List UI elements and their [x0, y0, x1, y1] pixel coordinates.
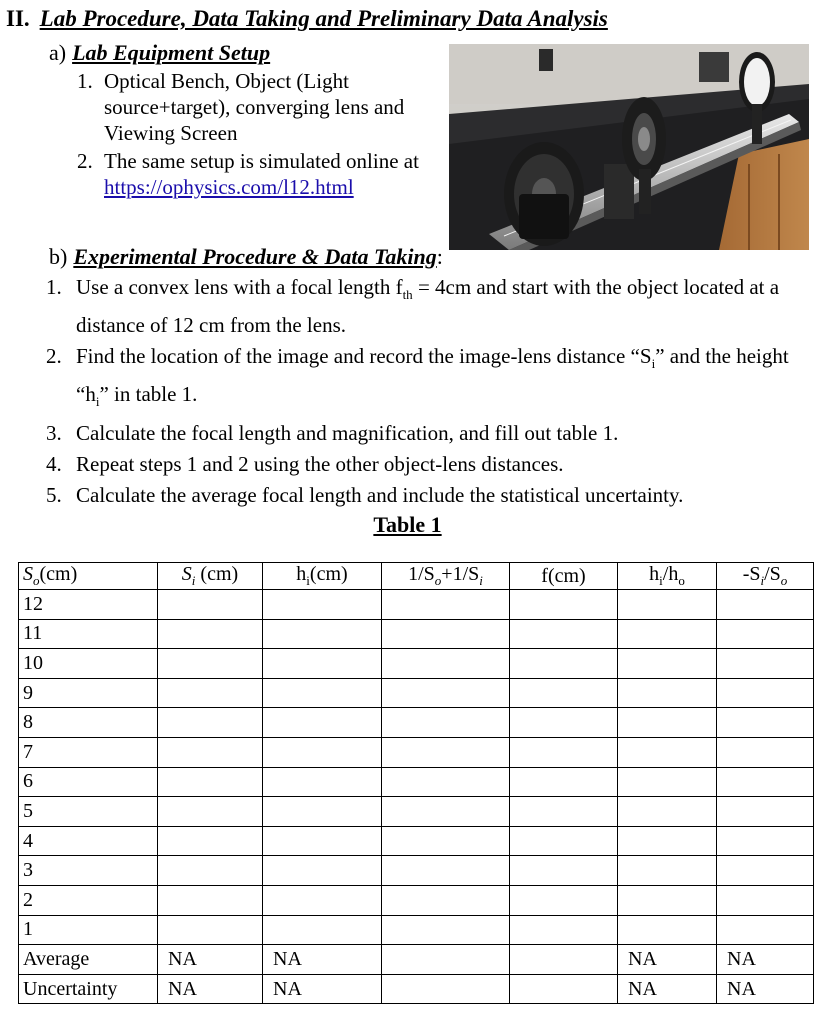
part-b-heading: b) Experimental Procedure & Data Taking: [49, 244, 443, 269]
table-cell [382, 737, 510, 767]
table-cell [717, 885, 814, 915]
table-cell [510, 590, 618, 620]
table-row [19, 767, 814, 797]
table-cell [158, 708, 263, 738]
table-cell [717, 619, 814, 649]
table-cell [382, 885, 510, 915]
table-cell: Uncertainty [19, 974, 158, 1004]
table-header-row [19, 563, 814, 590]
table-cell: 5 [19, 797, 158, 827]
table-cell [158, 856, 263, 886]
table-cell [618, 885, 717, 915]
table-row [19, 678, 814, 708]
procedure-steps [46, 272, 806, 511]
table-cell [717, 915, 814, 945]
table-cell [263, 678, 382, 708]
table-cell: 9 [19, 678, 158, 708]
table-cell [510, 885, 618, 915]
table-row [19, 915, 814, 945]
table-cell [618, 737, 717, 767]
table-cell: NA [618, 945, 717, 975]
table-cell [158, 590, 263, 620]
optical-bench-photo [449, 44, 809, 250]
table-cell [618, 619, 717, 649]
list-item: 1. Use a convex lens with a focal length $f_{th} = 4cm$ and start with the object located at a distance of 12 cm from the lens. [46, 275, 780, 338]
table-cell [618, 590, 717, 620]
table-cell [382, 856, 510, 886]
table-cell [382, 619, 510, 649]
table-cell [382, 590, 510, 620]
table-cell [717, 797, 814, 827]
table-cell [158, 649, 263, 679]
table-cell: NA [717, 945, 814, 975]
table-cell: NA [158, 974, 263, 1004]
table-cell [263, 590, 382, 620]
table-cell [510, 767, 618, 797]
table-cell [510, 708, 618, 738]
table-cell [618, 856, 717, 886]
table-cell [382, 708, 510, 738]
table-cell [618, 826, 717, 856]
header-height-ratio: $h_i/h_o$ [618, 563, 717, 590]
section-title: Lab Procedure, Data Taking and Preliminary Data Analysis [39, 6, 608, 31]
table-row [19, 974, 814, 1004]
table-cell [263, 708, 382, 738]
table-cell [618, 708, 717, 738]
table-cell [510, 856, 618, 886]
list-item: 4. Repeat steps 1 and 2 using the other object-lens distances. [46, 451, 564, 476]
header-so: $S_o(cm)$ [19, 563, 158, 590]
table-cell [382, 678, 510, 708]
table-cell [158, 619, 263, 649]
table-cell: NA [717, 974, 814, 1004]
part-a-label: a) [49, 40, 67, 65]
table-title: Table 1 [373, 512, 442, 537]
table-row [19, 797, 814, 827]
table-cell [263, 767, 382, 797]
list-item: 2. Find the location of the image and record the image-lens distance “$S_i$” and the height “$h_i$” in table 1. [46, 344, 789, 410]
list-item: 2. The same setup is simulated online at https://ophysics.com/l12.html [77, 149, 419, 199]
table-cell [158, 915, 263, 945]
table-cell: NA [263, 974, 382, 1004]
table-cell: 12 [19, 590, 158, 620]
table-cell [717, 678, 814, 708]
table-cell: 6 [19, 767, 158, 797]
table-cell [717, 826, 814, 856]
table-cell [618, 649, 717, 679]
table-cell [717, 649, 814, 679]
table-cell [717, 856, 814, 886]
part-a-heading [49, 40, 270, 66]
table-cell: NA [158, 945, 263, 975]
table-cell [618, 678, 717, 708]
table-cell [382, 649, 510, 679]
table-cell [510, 945, 618, 975]
table-row [19, 826, 814, 856]
table-row [19, 945, 814, 975]
table-cell: 11 [19, 619, 158, 649]
header-si: $S_i$ (cm) [158, 563, 263, 590]
table-row [19, 856, 814, 886]
section-heading [6, 6, 608, 32]
table-cell [510, 974, 618, 1004]
table-cell: NA [618, 974, 717, 1004]
table-cell [158, 678, 263, 708]
header-focal-length: f(cm) [510, 563, 618, 590]
table-cell [618, 797, 717, 827]
table-cell [263, 826, 382, 856]
table-cell [382, 767, 510, 797]
table-row [19, 590, 814, 620]
table-row [19, 737, 814, 767]
table-cell: NA [263, 945, 382, 975]
table-cell: 2 [19, 885, 158, 915]
table-cell [717, 737, 814, 767]
table-cell [263, 649, 382, 679]
table-cell: 8 [19, 708, 158, 738]
list-item: 1. Optical Bench, Object (Light source+target), converging lens and Viewing Screen [77, 69, 405, 145]
part-b-label: b) [49, 244, 68, 269]
table-cell [263, 619, 382, 649]
data-table [18, 562, 814, 1004]
table-cell [158, 885, 263, 915]
table-cell [510, 619, 618, 649]
table-cell [510, 649, 618, 679]
table-cell [263, 856, 382, 886]
table-cell: 3 [19, 856, 158, 886]
section-number: II. [6, 6, 30, 31]
table-cell: 10 [19, 649, 158, 679]
table-cell [382, 797, 510, 827]
table-cell [717, 767, 814, 797]
table-cell [263, 915, 382, 945]
table-row [19, 619, 814, 649]
table-cell [510, 826, 618, 856]
table-cell [158, 797, 263, 827]
simulation-link[interactable]: https://ophysics.com/l12.html [104, 175, 354, 199]
list-item: 5. Calculate the average focal length and include the statistical uncertainty. [46, 482, 684, 507]
table-cell [618, 915, 717, 945]
table-cell: 1 [19, 915, 158, 945]
header-inverse-sum: $1/S_o+1/S_i$ [382, 563, 510, 590]
table-body [19, 590, 814, 1004]
header-hi: $h_i(cm)$ [263, 563, 382, 590]
header-magnification: $-S_i/S_o$ [717, 563, 814, 590]
table-cell [510, 797, 618, 827]
table-row [19, 649, 814, 679]
table-row [19, 885, 814, 915]
equipment-list [77, 68, 447, 202]
table-cell [510, 915, 618, 945]
table-cell [382, 915, 510, 945]
table-cell [263, 737, 382, 767]
part-b-title: Experimental Procedure & Data Taking [73, 244, 437, 269]
equipment-item-text: Optical Bench, Object (Light source+target), converging lens and Viewing Screen [104, 69, 405, 145]
table-cell: Average [19, 945, 158, 975]
table-cell [382, 974, 510, 1004]
table-cell [158, 737, 263, 767]
table-cell [382, 826, 510, 856]
table-cell: 7 [19, 737, 158, 767]
table-cell [263, 885, 382, 915]
table-cell [510, 678, 618, 708]
table-cell [717, 708, 814, 738]
table-cell [717, 590, 814, 620]
table-cell [158, 767, 263, 797]
equipment-item-text: The same setup is simulated online at [104, 149, 419, 173]
table-cell [158, 826, 263, 856]
table-cell [382, 945, 510, 975]
table-cell [510, 737, 618, 767]
part-a-title: Lab Equipment Setup [72, 40, 271, 65]
table-row [19, 708, 814, 738]
table-cell: 4 [19, 826, 158, 856]
table-cell [263, 797, 382, 827]
list-item: 3. Calculate the focal length and magnification, and fill out table 1. [46, 420, 619, 445]
table-cell [618, 767, 717, 797]
